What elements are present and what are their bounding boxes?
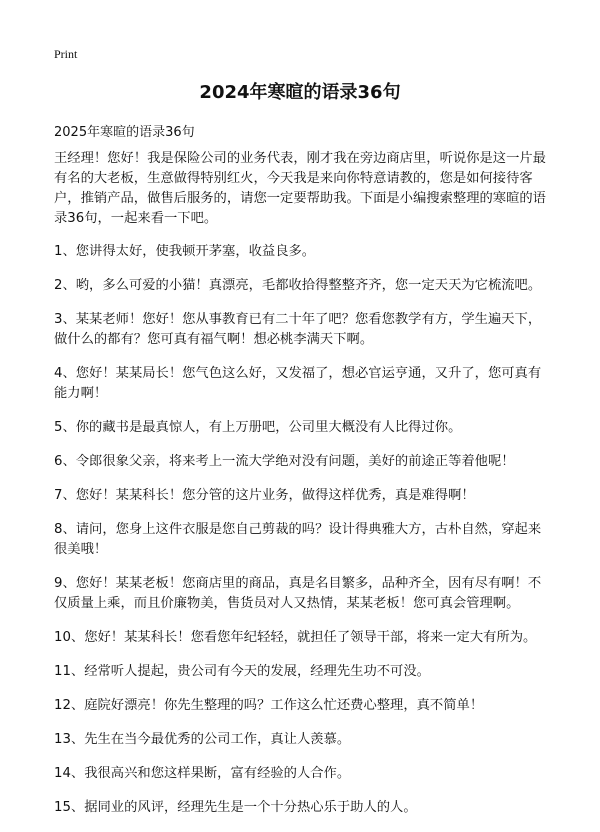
page-title: 2024年寒暄的语录36句 xyxy=(199,82,401,103)
list-item: 3、某某老师！您好！您从事教育已有二十年了吧？您看您教学有方，学生遍天下，做什么的都有？您可真有福气啊！想必桃李满天下啊。 xyxy=(54,312,542,347)
list-item: 15、据同业的风评，经理先生是一个十分热心乐于助人的人。 xyxy=(54,800,417,815)
list-item: 1、您讲得太好，使我顿开茅塞，收益良多。 xyxy=(54,244,316,259)
list-item: 6、令郎很象父亲，将来考上一流大学绝对没有问题，美好的前途正等着他呢！ xyxy=(54,454,515,469)
list-item: 2、哟，多么可爱的小猫！真漂亮，毛都收拾得整整齐齐，您一定天天为它梳流吧。 xyxy=(54,278,542,293)
list-item: 10、您好！某某科长！您看您年纪轻轻，就担任了领导干部，将来一定大有所为。 xyxy=(54,630,537,645)
list-item: 13、先生在当今最优秀的公司工作，真让人羡慕。 xyxy=(54,732,351,747)
list-item: 5、你的藏书是最真惊人，有上万册吧，公司里大概没有人比得过你。 xyxy=(54,420,462,435)
list-item: 8、请问，您身上这件衣服是您自己剪裁的吗？设计得典雅大方，古朴自然，穿起来很美哦！ xyxy=(54,522,542,557)
list-item: 12、庭院好漂亮！你先生整理的吗？工作这么忙还费心整理，真不简单！ xyxy=(54,698,484,713)
print-link[interactable]: Print xyxy=(54,47,78,61)
list-item: 11、经常听人提起，贵公司有今天的发展，经理先生功不可没。 xyxy=(54,664,430,679)
intro-paragraph: 王经理！您好！我是保险公司的业务代表，刚才我在旁边商店里，听说你是这一片最有名的大老板，生意做得特别红火，今天我是来向你特意请教的，您是如何接待客户，推销产品，做售后服务的，请您一定要帮助我。下面是小编搜索整理的寒暄的语录36句，一起来看一下吧。 xyxy=(54,151,546,226)
article-body xyxy=(54,149,554,832)
list-item: 9、您好！某某老板！您商店里的商品，真是名目繁多，品种齐全，因有尽有啊！不仅质量上乘，而且价廉物美，售货员对人又热情，某某老板！您可真会管理啊。 xyxy=(54,576,542,611)
list-item: 14、我很高兴和您这样果断，富有经验的人合作。 xyxy=(54,766,351,781)
subtitle: 2025年寒暄的语录36句 xyxy=(54,125,195,140)
list-item: 4、您好！某某局长！您气色这么好，又发福了，想必官运亨通，又升了，您可真有能力啊！ xyxy=(54,366,542,401)
list-item: 7、您好！某某科长！您分管的这片业务，做得这样优秀，真是难得啊！ xyxy=(54,488,475,503)
